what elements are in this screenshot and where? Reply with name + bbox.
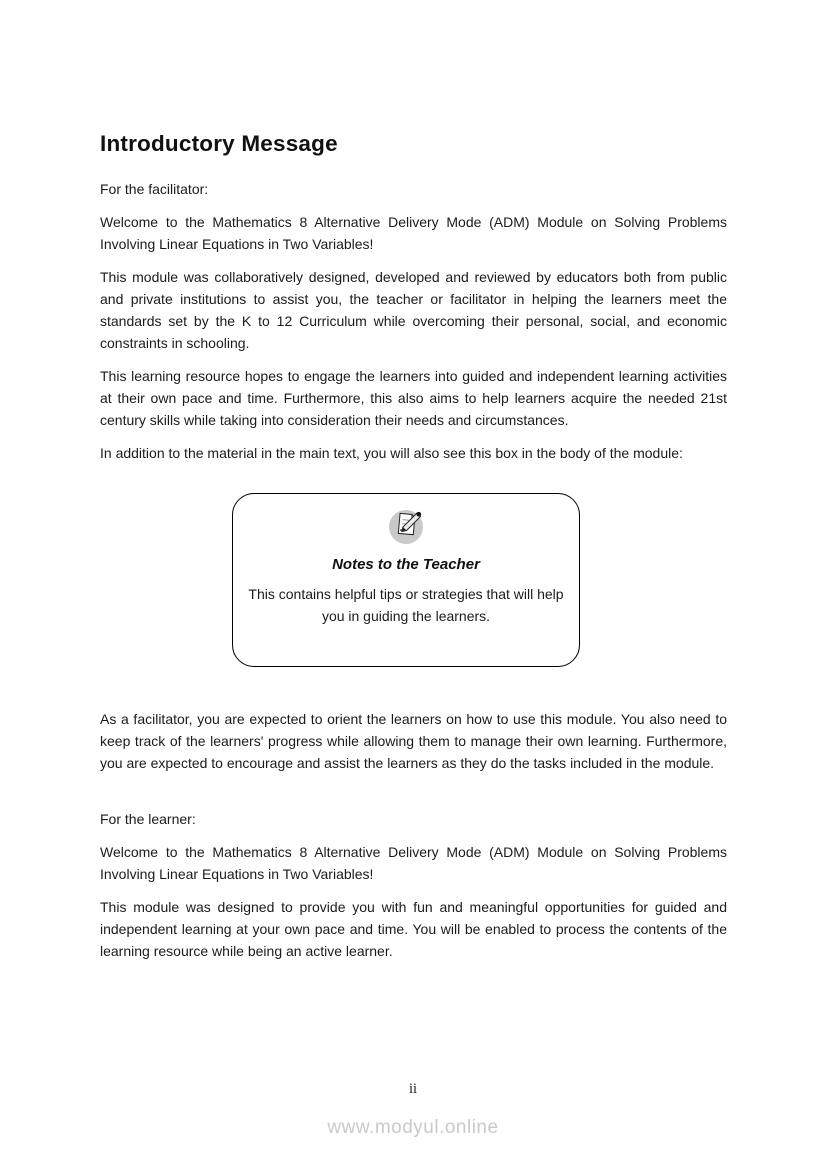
facilitator-paragraph-4: In addition to the material in the main text, you will also see this box in the body of the module: [100, 445, 683, 461]
watermark: www.modyul.online [327, 1117, 499, 1138]
learner-paragraph-1: Welcome to the Mathematics 8 Alternative Delivery Mode (ADM) Module on Solving Problems Involving Linear Equations in Two Variables! [100, 844, 727, 882]
facilitator-paragraph-3: This learning resource hopes to engage the learners into guided and independent learning activities at their own pace and time. Furthermore, this also aims to help learners acquire the needed 21st century skills while taking into consideration their needs and circumstances. [100, 368, 727, 428]
facilitator-label: For the facilitator: [100, 181, 209, 197]
page-content [100, 131, 727, 973]
notes-box-body: This contains helpful tips or strategies that will help you in guiding the learners. [248, 586, 564, 624]
notes-box-heading: Notes to the Teacher [332, 556, 480, 573]
notepad-pencil-icon [386, 506, 426, 546]
page-number: ii [408, 1081, 418, 1097]
facilitator-paragraph-2: This module was collaboratively designed, developed and reviewed by educators both from public and private institutions to assist you, the teacher or facilitator in helping the learners meet the standards set by the K to 12 Curriculum while overcoming their personal, social, and economic constraints in schooling. [100, 269, 727, 351]
notes-to-teacher-box [232, 493, 580, 667]
facilitator-paragraph-5: As a facilitator, you are expected to orient the learners on how to use this module. You also need to keep track of the learners' progress while allowing them to manage their own learning. Furthermore, you are expected to encourage and assist the learners as they do the tasks included in the module. [100, 711, 727, 771]
learner-paragraph-2: This module was designed to provide you with fun and meaningful opportunities for guided and independent learning at your own pace and time. You will be enabled to process the contents of the learning resource while being an active learner. [100, 899, 727, 959]
facilitator-paragraph-1: Welcome to the Mathematics 8 Alternative Delivery Mode (ADM) Module on Solving Problems Involving Linear Equations in Two Variables! [100, 214, 727, 252]
page-title: Introductory Message [100, 131, 338, 156]
learner-label: For the learner: [100, 811, 196, 827]
